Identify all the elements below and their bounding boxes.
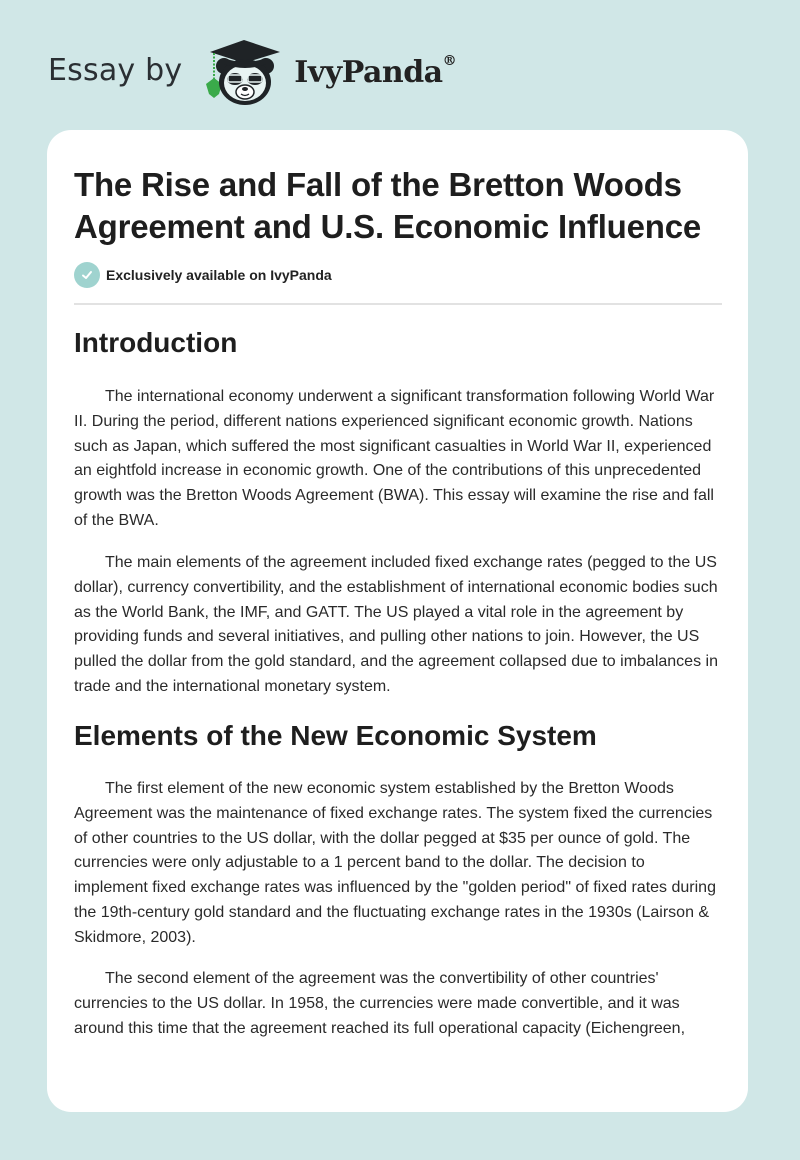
paragraph: The first element of the new economic system established by the Bretton Woods Agreement was the maintenance of fixed exchange rates. The system fixed the currencies of other countries to the US dollar, with the dollar pegged at $35 per ounce of gold. The currencies were only adjustable to a 1 percent band to the dollar. The decision to implement fixed exchange rates was influenced by the "golden period" of fixed rates during the 19th-century gold standard and the fluctuating exchange rates in the 1930s (Lairson & Skidmore, 2003). — [74, 780, 716, 946]
essay-card — [47, 130, 748, 1112]
paragraph: The international economy underwent a significant transformation following World War II. During the period, different nations experienced significant economic growth. Nations such as Japan, which suffered the most significant casualties in World War II, experienced an eightfold increase in economic growth. One of the contributions of this unprecedented growth was the Bretton Woods Agreement (BWA). This essay will examine the rise and fall of the BWA. — [74, 388, 715, 529]
essay-by-label: Essay by — [48, 52, 183, 88]
page-title: The Rise and Fall of the Bretton Woods Agreement and U.S. Economic Influence — [74, 166, 702, 245]
site-header — [48, 36, 456, 108]
registered-mark: ® — [442, 52, 457, 69]
exclusive-badge — [74, 262, 332, 288]
brand-name[interactable] — [294, 52, 457, 90]
paragraph: The main elements of the agreement included fixed exchange rates (pegged to the US dollar), currency convertibility, and the establishment of international economic bodies such as the World Bank, the IMF, and GATT. The US played a vital role in the agreement by providing funds and several initiatives, and pulling other nations to join. However, the US pulled the dollar from the gold standard, and the agreement collapsed due to imbalances in trade and the international monetary system. — [74, 554, 718, 695]
title-divider — [74, 303, 722, 305]
panda-graduation-cap-icon[interactable] — [200, 36, 286, 108]
exclusive-badge-label: Exclusively available on IvyPanda — [106, 267, 332, 283]
section-heading-introduction: Introduction — [74, 327, 238, 358]
brand-text: IvyPanda — [294, 54, 443, 90]
section-heading-elements: Elements of the New Economic System — [74, 720, 597, 751]
paragraph: The second element of the agreement was the convertibility of other countries' currencies to the US dollar. In 1958, the currencies were made convertible, and it was around this time that the agreement reached its full operational capacity (Eichengreen, — [74, 970, 686, 1037]
check-circle-icon — [74, 262, 100, 288]
